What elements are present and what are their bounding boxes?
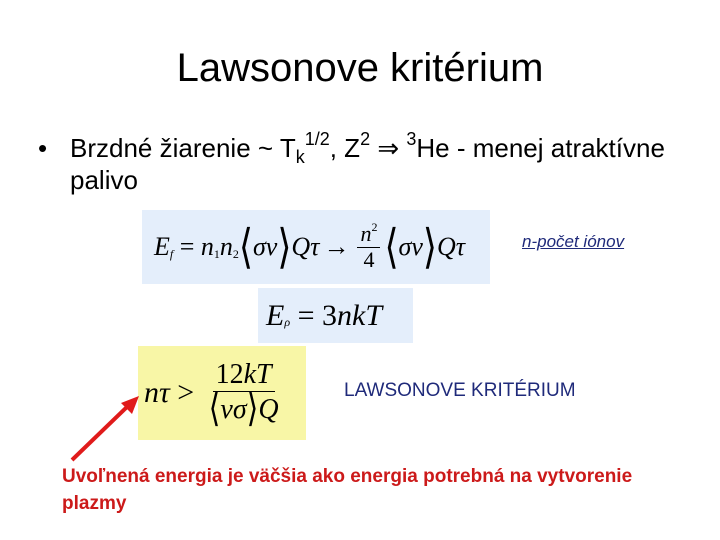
formula-1-n1-sub: 1 [213, 246, 220, 261]
formula-2-eq: = 3 [290, 298, 338, 332]
formula-2-lhs: E [266, 298, 285, 332]
implies-symbol: ⇒ [377, 133, 400, 163]
subscript-k: k [295, 147, 305, 167]
superscript-two: 2 [360, 129, 371, 149]
formula-1-lhs-sub: f [169, 246, 174, 261]
formula-3-lhs: nτ [144, 376, 170, 409]
formula-1-n2: n [219, 232, 233, 261]
formula-2-rhs: nkT [337, 298, 383, 332]
formula-3-den-inner: vσ [220, 394, 247, 425]
formula-1-q-tau-2: Qτ [436, 232, 466, 261]
lawson-label: LAWSONOVE KRITÉRIUM [344, 380, 576, 401]
formula-1-sigma-v: σv [252, 232, 278, 261]
right-angle-bracket-3: ⟩ [246, 387, 259, 430]
bullet-text-end: He - menej atraktívne palivo [70, 133, 665, 195]
formula-1-q-tau: Qτ [291, 232, 320, 261]
bullet-text-z: , Z [329, 133, 361, 163]
superscript-half: 1/2 [304, 129, 330, 149]
superscript-three: 3 [406, 129, 417, 149]
formula-3-op: > [169, 376, 202, 409]
formula-3-num-var: kT [243, 359, 272, 391]
formula-1-lhs: E [154, 232, 170, 261]
formula-1-sigma-v-2: σv [398, 232, 423, 261]
formula-3-num-coef: 12 [215, 359, 244, 391]
bullet-text-start: Brzdné žiarenie ~ T [70, 133, 296, 163]
red-arrow-shaft [72, 406, 128, 460]
formula-1-frac-den: 4 [363, 246, 375, 272]
right-angle-bracket-2: ⟩ [422, 221, 437, 273]
formula-2-lhs-sub: ρ [284, 315, 291, 329]
ions-note: n-počet iónov [522, 232, 625, 251]
formula-1-frac-num: n [360, 221, 372, 247]
formula-3-den-q: Q [258, 394, 279, 425]
slide-title: Lawsonove kritérium [176, 46, 544, 90]
formula-1-eq: = [173, 232, 201, 261]
left-angle-bracket: ⟨ [238, 221, 253, 273]
formula-1-n1: n [200, 232, 214, 261]
right-angle-bracket: ⟩ [277, 221, 292, 273]
formula-1-arrow: → [323, 232, 350, 261]
left-angle-bracket-2: ⟨ [384, 221, 399, 273]
bullet-marker: • [38, 133, 48, 163]
formula-1-n2-sub: 2 [232, 246, 239, 261]
conclusion-text: Uvoľnená energia je väčšia ako energia potrebná na vytvorenie plazmy [62, 466, 633, 514]
formula-1-frac-num-sup: 2 [371, 220, 378, 235]
left-angle-bracket-3: ⟨ [208, 387, 221, 430]
